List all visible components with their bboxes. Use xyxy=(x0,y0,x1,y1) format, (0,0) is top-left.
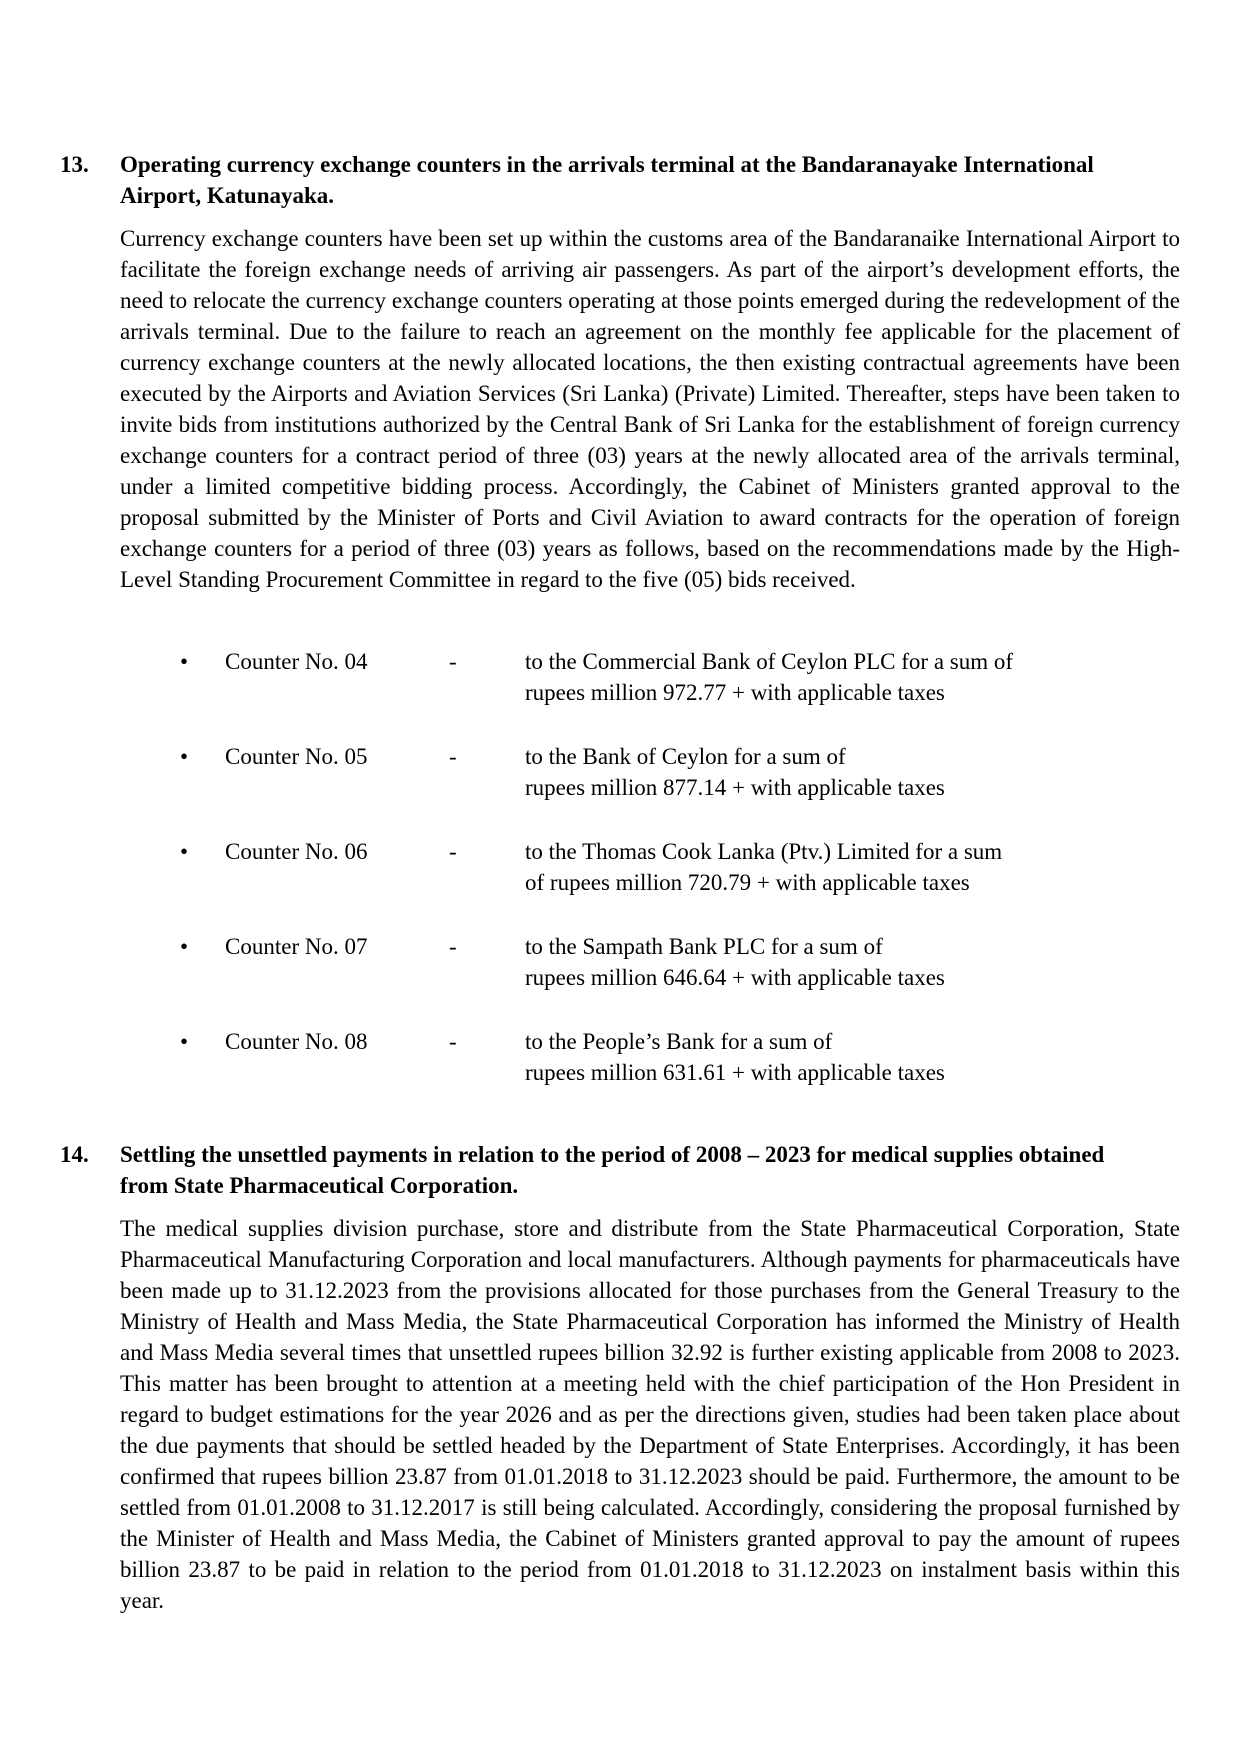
counter-description xyxy=(525,836,1002,898)
counter-label: Counter No. 04 xyxy=(225,649,368,674)
section-14 xyxy=(60,1139,1180,1616)
section-heading xyxy=(60,1139,1180,1201)
section-title-line: from State Pharmaceutical Corporation. xyxy=(120,1173,519,1198)
section-title-line: Operating currency exchange counters in the arrivals terminal at the Bandaranayake International xyxy=(120,152,1094,177)
section-title-line: Airport, Katunayaka. xyxy=(120,183,335,208)
section-heading xyxy=(60,149,1180,211)
counter-label: Counter No. 08 xyxy=(225,1029,368,1054)
description-line: rupees million 972.77 + with applicable taxes xyxy=(525,680,945,705)
section-number: 13. xyxy=(60,152,89,177)
dash-separator: - xyxy=(449,744,457,769)
counter-description xyxy=(525,1026,945,1088)
section-number: 14. xyxy=(60,1142,89,1167)
section-title xyxy=(120,149,1180,211)
dash-separator: - xyxy=(449,934,457,959)
description-line: rupees million 877.14 + with applicable taxes xyxy=(525,775,945,800)
description-line: to the People’s Bank for a sum of xyxy=(525,1029,833,1054)
bullet-icon: • xyxy=(180,839,189,864)
dash-separator: - xyxy=(449,1029,457,1054)
section-paragraph: The medical supplies division purchase, store and distribute from the State Pharmaceutical Corporation, State Pharmaceutical Manufacturing Corporation and local manufacturers. Although payments for pharmaceuticals have been made up to 31.12.2023 from the provisions allocated for those purchases from the General Treasury to the Ministry of Health and Mass Media, the State Pharmaceutical Corporation has informed the Ministry of Health and Mass Media several times that unsettled rupees billion 32.92 is further existing applicable from 2008 to 2023. This matter has been brought to attention at a meeting held with the chief participation of the Hon President in regard to budget estimations for the year 2026 and as per the directions given, studies had been taken place about the due payments that should be settled headed by the Department of State Enterprises. Accordingly, it has been confirmed that rupees billion 23.87 from 01.01.2018 to 31.12.2023 should be paid. Furthermore, the amount to be settled from 01.01.2008 to 31.12.2017 is still being calculated. Accordingly, considering the proposal furnished by the Minister of Health and Mass Media, the Cabinet of Ministers granted approval to pay the amount of rupees billion 23.87 to be paid in relation to the period from 01.01.2018 to 31.12.2023 on instalment basis within this year. xyxy=(120,1216,1180,1613)
counter-description xyxy=(525,646,1013,708)
description-line: to the Thomas Cook Lanka (Ptv.) Limited for a sum xyxy=(525,839,1003,864)
counter-description xyxy=(525,741,945,803)
counter-label: Counter No. 05 xyxy=(225,744,368,769)
section-title xyxy=(120,1139,1180,1201)
counter-label: Counter No. 06 xyxy=(225,839,368,864)
bullet-icon: • xyxy=(180,934,189,959)
description-line: rupees million 631.61 + with applicable taxes xyxy=(525,1060,945,1085)
description-line: rupees million 646.64 + with applicable taxes xyxy=(525,965,945,990)
description-line: to the Bank of Ceylon for a sum of xyxy=(525,744,846,769)
section-13 xyxy=(60,149,1180,595)
description-line: to the Sampath Bank PLC for a sum of xyxy=(525,934,883,959)
description-line: of rupees million 720.79 + with applicable taxes xyxy=(525,870,970,895)
counter-label: Counter No. 07 xyxy=(225,934,368,959)
dash-separator: - xyxy=(449,839,457,864)
bullet-icon: • xyxy=(180,1029,189,1054)
section-paragraph: Currency exchange counters have been set up within the customs area of the Bandaranaike International Airport to facilitate the foreign exchange needs of arriving air passengers. As part of the airport’s development efforts, the need to relocate the currency exchange counters operating at those points emerged during the redevelopment of the arrivals terminal. Due to the failure to reach an agreement on the monthly fee applicable for the placement of currency exchange counters at the newly allocated locations, the then existing contractual agreements have been executed by the Airports and Aviation Services (Sri Lanka) (Private) Limited. Thereafter, steps have been taken to invite bids from institutions authorized by the Central Bank of Sri Lanka for the establishment of foreign currency exchange counters for a contract period of three (03) years at the newly allocated area of the arrivals terminal, under a limited competitive bidding process. Accordingly, the Cabinet of Ministers granted approval to the proposal submitted by the Minister of Ports and Civil Aviation to award contracts for the operation of foreign exchange counters for a period of three (03) years as follows, based on the recommendations made by the High-Level Standing Procurement Committee in regard to the five (05) bids received. xyxy=(120,226,1180,592)
description-line: to the Commercial Bank of Ceylon PLC for a sum of xyxy=(525,649,1014,674)
bullet-icon: • xyxy=(180,744,189,769)
counter-description xyxy=(525,931,945,993)
dash-separator: - xyxy=(449,649,457,674)
bullet-icon: • xyxy=(180,649,189,674)
section-title-line: Settling the unsettled payments in relation to the period of 2008 – 2023 for medical supplies obtained xyxy=(120,1142,1105,1167)
